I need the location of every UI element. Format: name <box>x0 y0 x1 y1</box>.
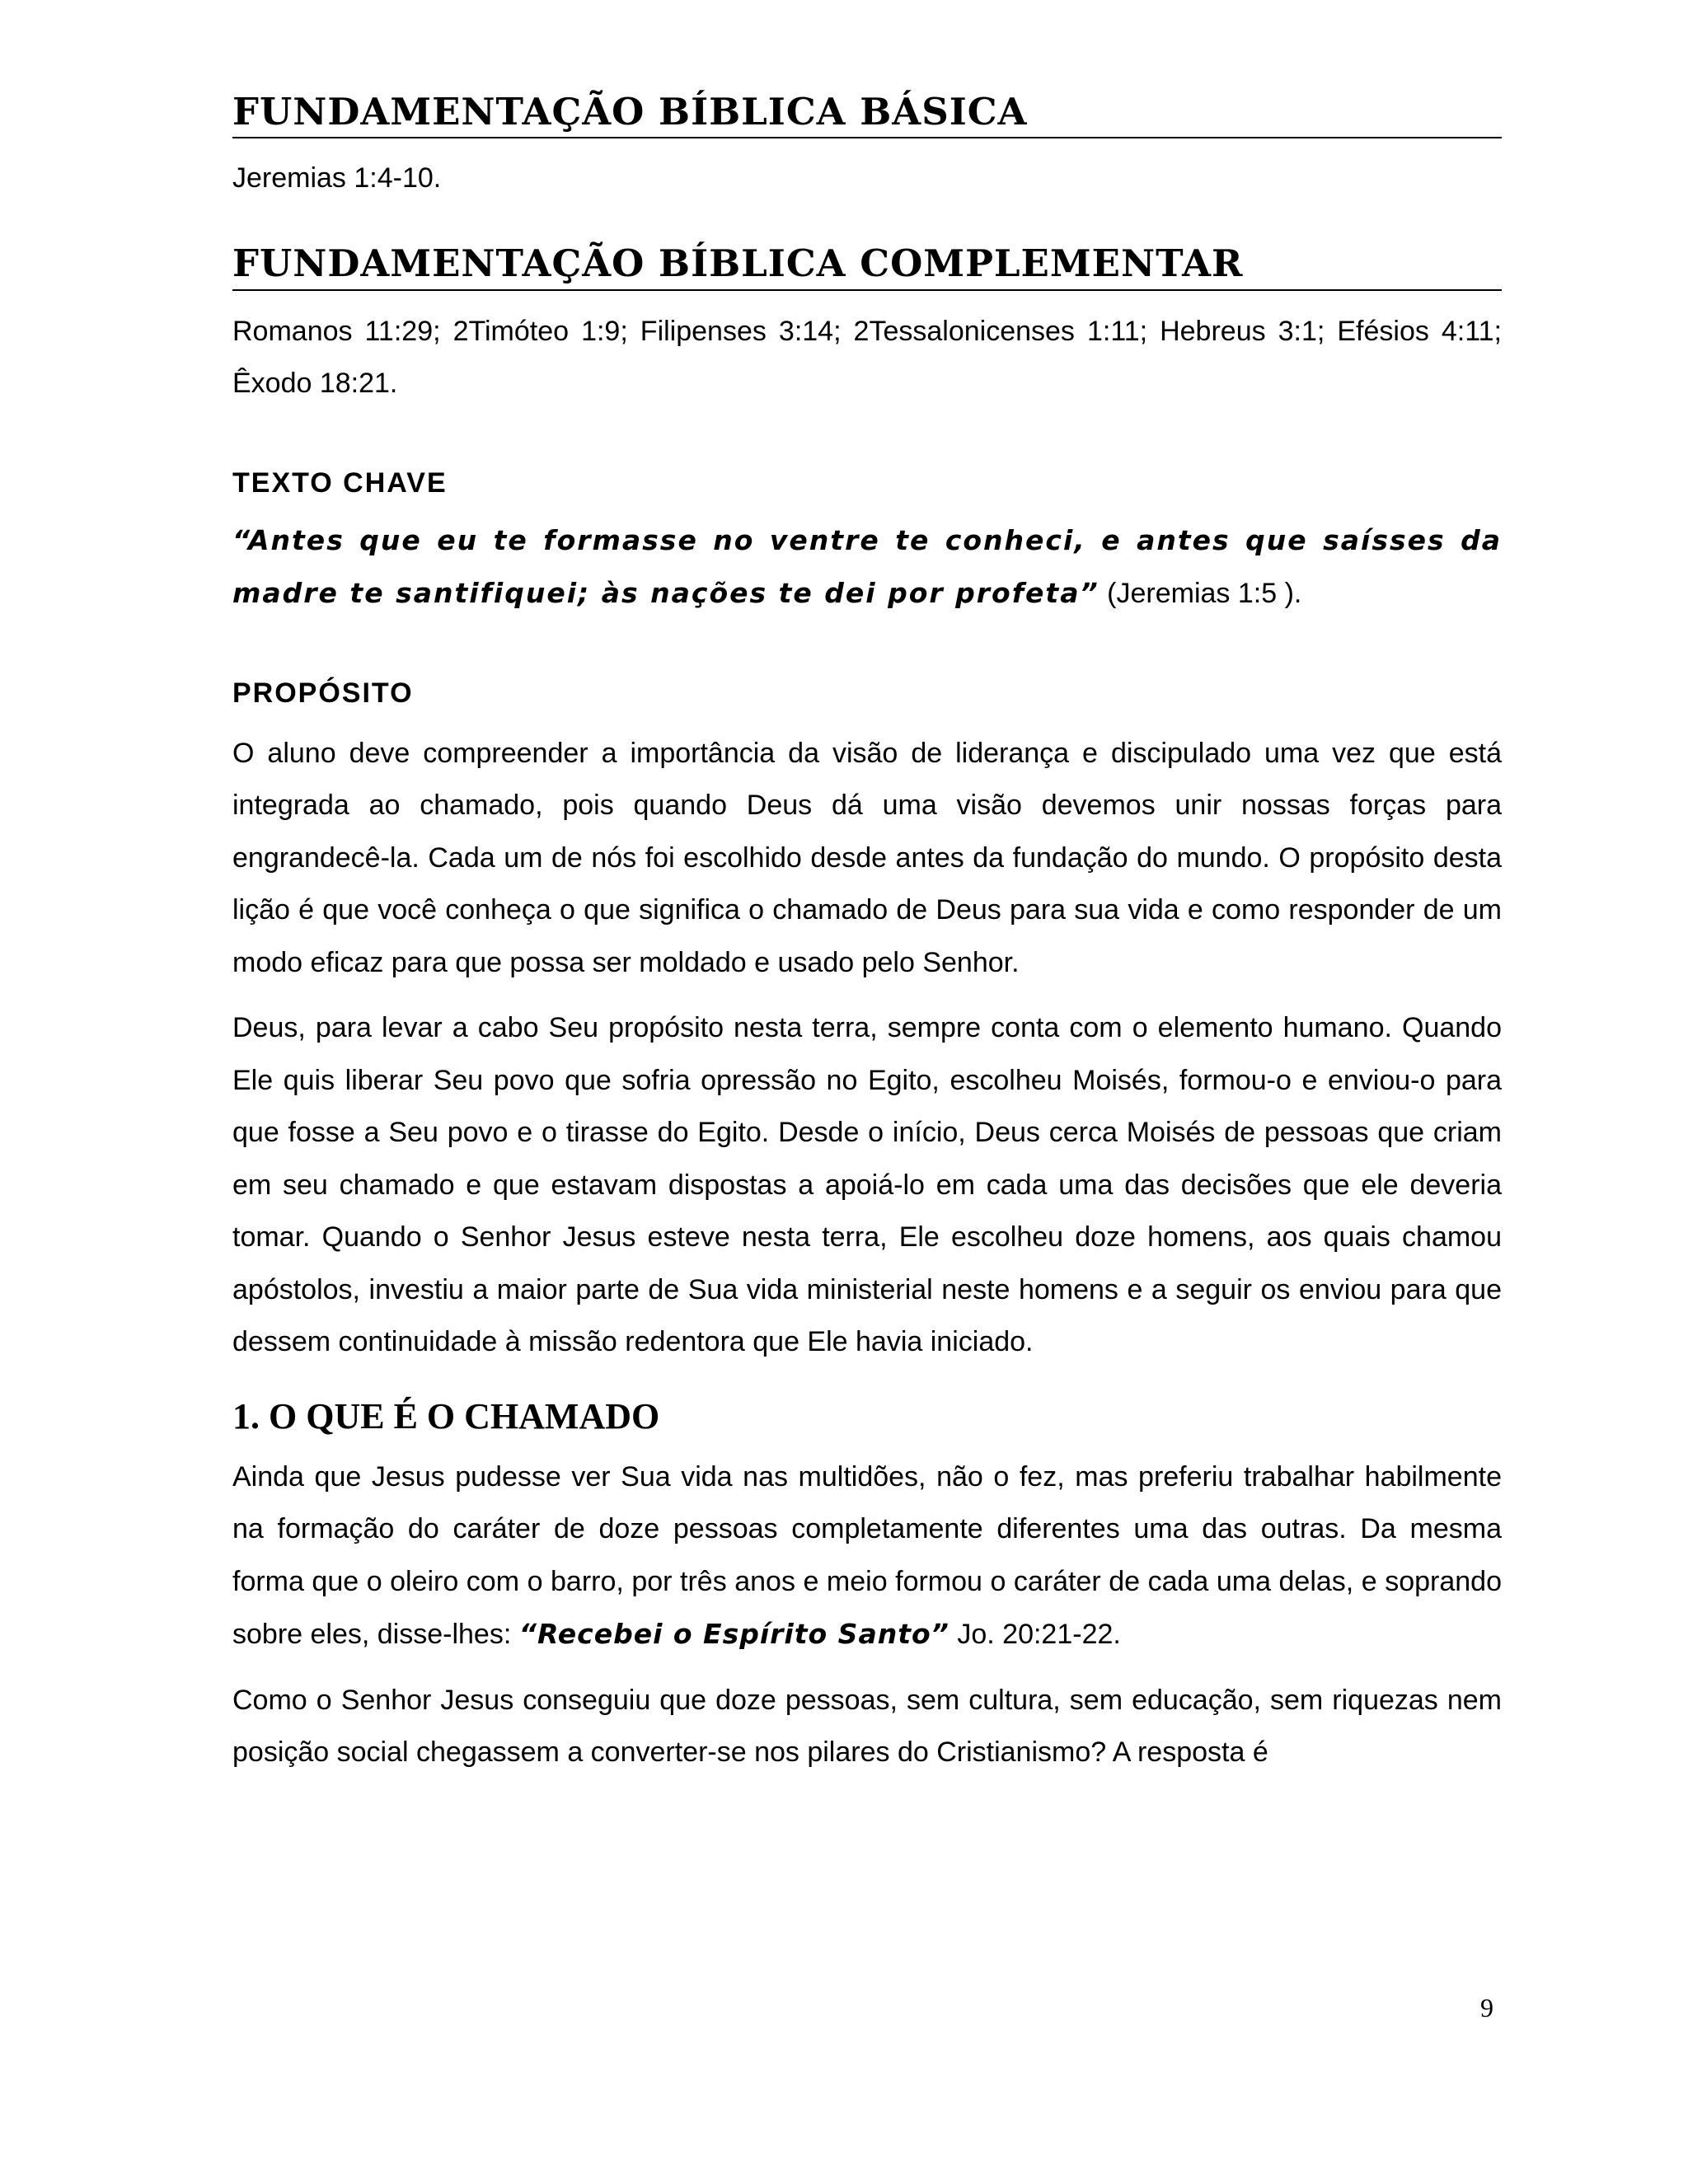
section-1-paragraph-1 <box>232 1451 1502 1661</box>
section-1-heading: 1. O QUE É O CHAMADO <box>232 1395 660 1436</box>
key-text-citation: (Jeremias 1:5 ). <box>1099 578 1302 609</box>
key-text-paragraph <box>232 514 1502 621</box>
key-text-heading: TEXTO CHAVE <box>232 466 448 499</box>
complementary-foundation-heading: FUNDAMENTAÇÃO BÍBLICA COMPLEMENTAR <box>232 241 1502 290</box>
purpose-heading: PROPÓSITO <box>232 677 414 709</box>
basic-foundation-reference: Jeremias 1:4-10. <box>232 162 442 194</box>
page-number: 9 <box>1480 1993 1493 2022</box>
section-1-paragraph-1-citation: Jo. 20:21-22. <box>949 1619 1121 1650</box>
document-page <box>232 89 1502 1779</box>
section-1-paragraph-1-text: Ainda que Jesus pudesse ver Sua vida nas multidões, não o fez, mas preferiu trabalhar habilmente na formação do caráter de doze pessoas completamente diferentes uma das outras. Da mesma forma que o oleiro com o barro, por três anos e meio formou o caráter de cada uma delas, e soprando sobre eles, disse-lhes: <box>232 1460 1502 1650</box>
purpose-paragraph-2: Deus, para levar a cabo Seu propósito nesta terra, sempre conta com o elemento humano. Quando Ele quis liberar Seu povo que sofria opressão no Egito, escolheu Moisés, formou-o e enviou-o para que fosse a Seu povo e o tirasse do Egito. Desde o início, Deus cerca Moisés de pessoas que criam em seu chamado e que estavam dispostas a apoiá-lo em cada uma das decisões que ele deveria tomar. Quando o Senhor Jesus esteve nesta terra, Ele escolheu doze homens, aos quais chamou apóstolos, investiu a maior parte de Sua vida ministerial neste homens e a seguir os enviou para que dessem continuidade à missão redentora que Ele havia iniciado. <box>232 1012 1502 1357</box>
key-text-quote: “Antes que eu te formasse no ventre te conheci, e antes que saísses da madre te santifiquei; às nações te dei por profeta” <box>232 523 1502 609</box>
basic-foundation-heading: FUNDAMENTAÇÃO BÍBLICA BÁSICA <box>232 89 1502 138</box>
section-1-paragraph-2: Como o Senhor Jesus conseguiu que doze pessoas, sem cultura, sem educação, sem riquezas nem posição social chegassem a converter-se nos pilares do Cristianismo? A resposta é <box>232 1684 1502 1768</box>
complementary-foundation-references: Romanos 11:29; 2Timóteo 1:9; Filipenses 3:14; 2Tessalonicenses 1:11; Hebreus 3:1; Efésios 4:11; Êxodo 18:21. <box>232 315 1502 399</box>
section-1-inline-quote: “Recebei o Espírito Santo” <box>518 1618 950 1650</box>
purpose-paragraph-1: O aluno deve compreender a importância da visão de liderança e discipulado uma vez que está integrada ao chamado, pois quando Deus dá uma visão devemos unir nossas forças para engrandecê-la. Cada um de nós foi escolhido desde antes da fundação do mundo. O propósito desta lição é que você conheça o que significa o chamado de Deus para sua vida e como responder de um modo eficaz para que possa ser moldado e usado pelo Senhor. <box>232 737 1502 978</box>
